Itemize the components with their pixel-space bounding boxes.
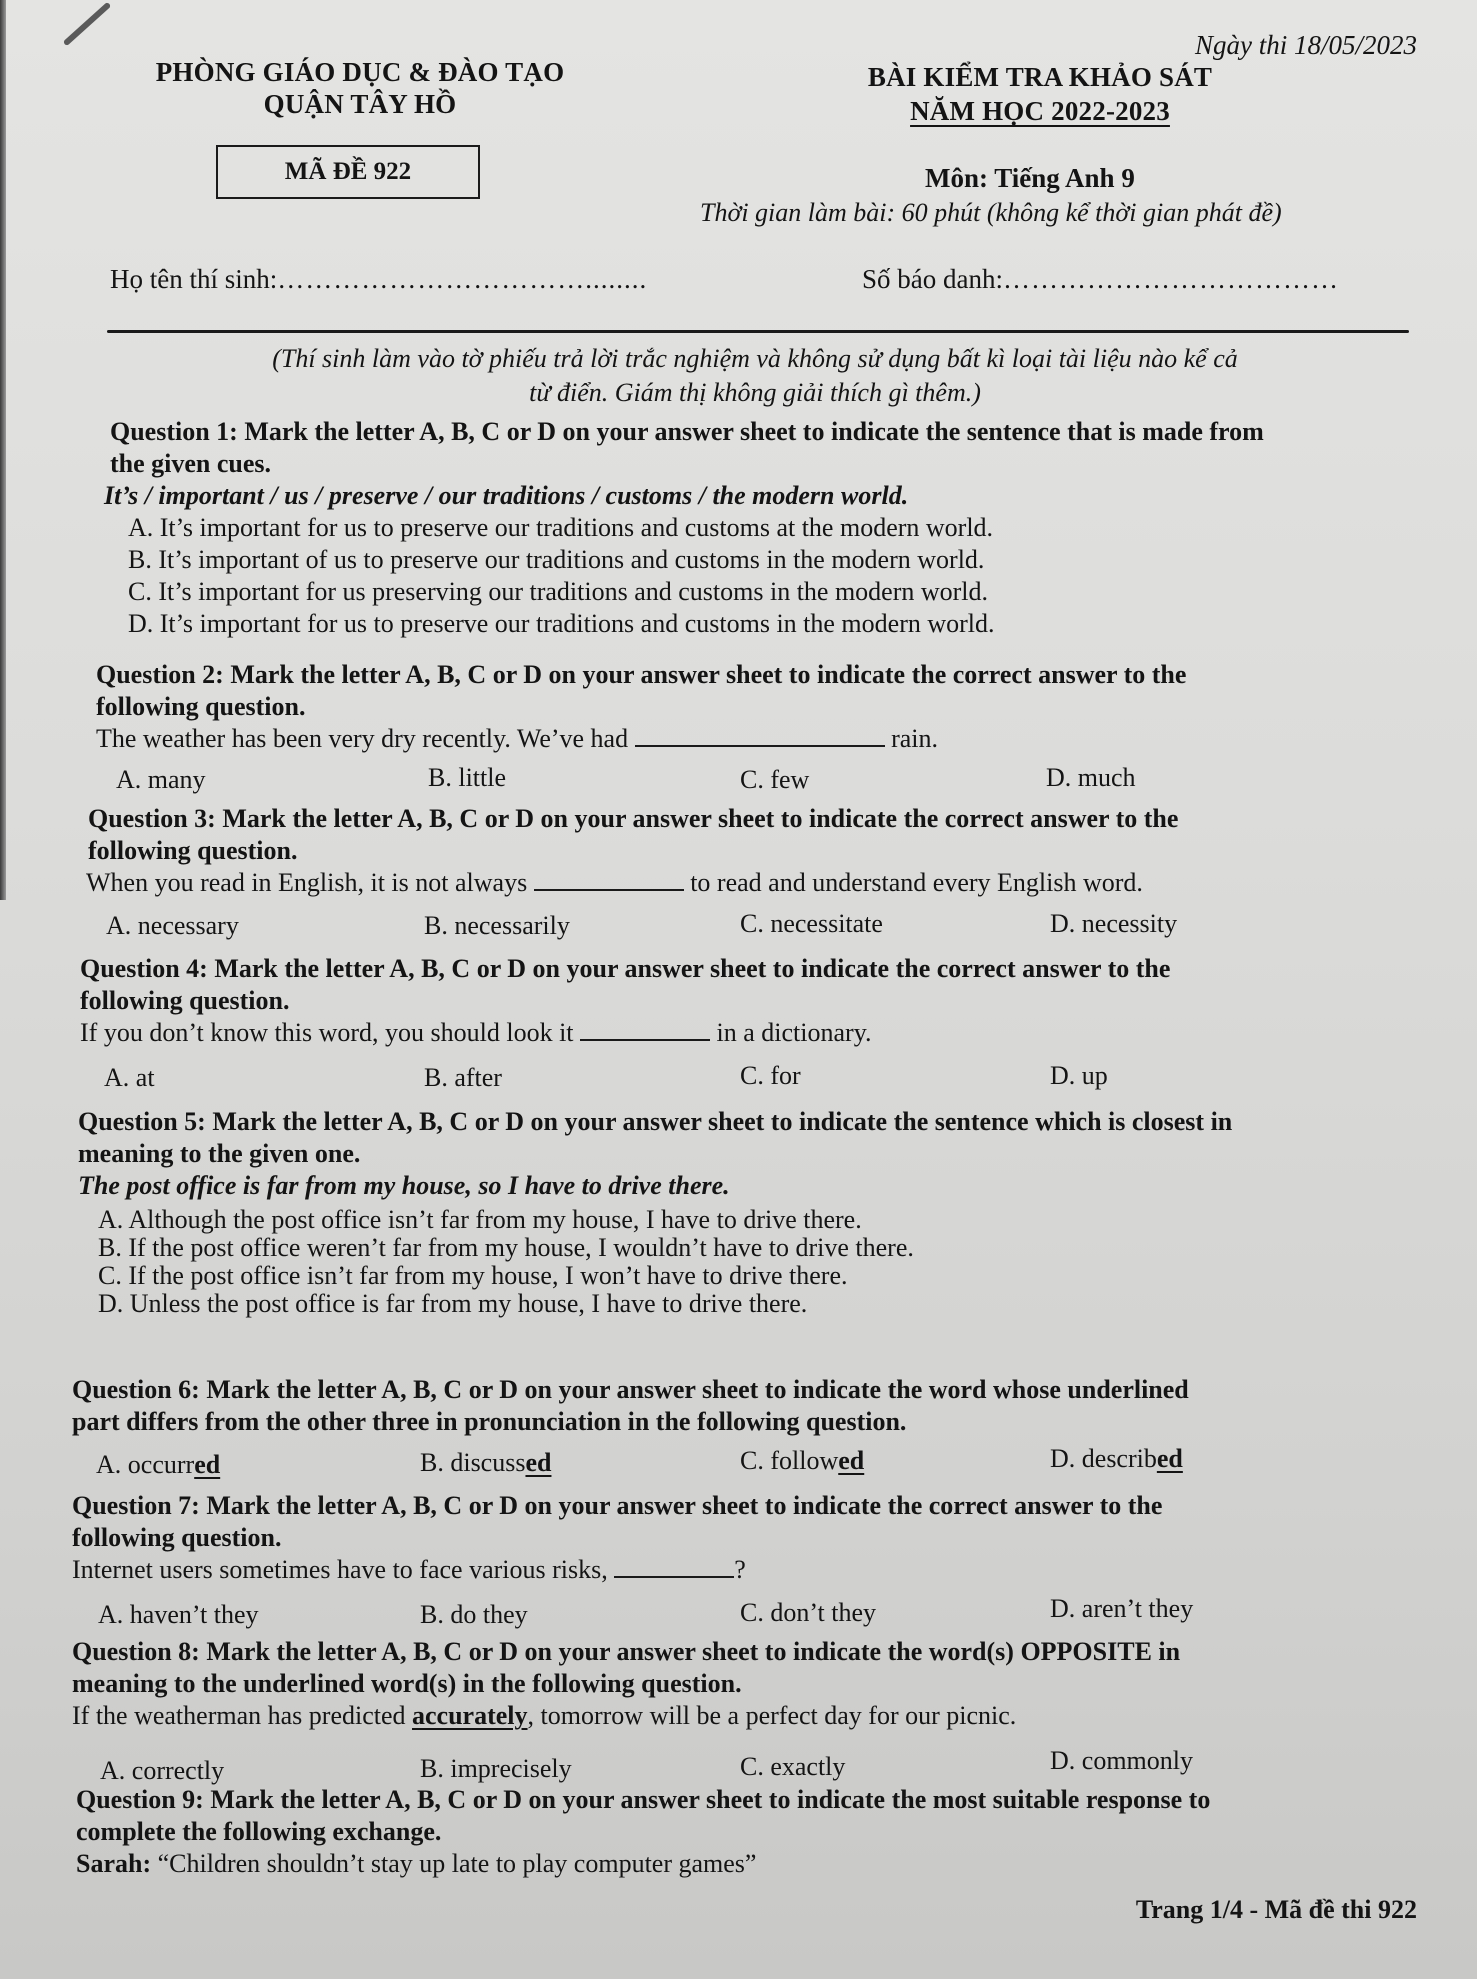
question-8-heading-line-2: meaning to the underlined word(s) in the following question. <box>72 1669 742 1698</box>
question-9 <box>0 1784 1477 1880</box>
question-2 <box>0 659 1477 794</box>
question-6-option-a-text: A. occurr <box>96 1450 195 1479</box>
question-1-option-a[interactable]: A. It’s important for us to preserve our traditions and customs at the modern world. <box>128 513 994 542</box>
question-6-option-c[interactable] <box>740 1446 864 1476</box>
org-line-2: QUẬN TÂY HỒ <box>263 89 457 119</box>
question-9-heading <box>76 1784 1477 1848</box>
question-7-blank <box>614 1556 734 1578</box>
question-6-option-b-underlined: ed <box>525 1448 552 1477</box>
question-4-heading-line-1: Question 4: Mark the letter A, B, C or D on your answer sheet to indicate the correct answer to the <box>80 954 1171 983</box>
question-4-option-c[interactable]: C. for <box>740 1061 801 1090</box>
question-1-option-c[interactable]: C. It’s important for us preserving our traditions and customs in the modern world. <box>128 577 989 606</box>
question-1-heading <box>110 416 1477 480</box>
question-2-heading-line-1: Question 2: Mark the letter A, B, C or D on your answer sheet to indicate the correct answer to the <box>96 660 1187 689</box>
question-2-blank <box>635 725 885 747</box>
question-1-option-d[interactable]: D. It’s important for us to preserve our traditions and customs in the modern world. <box>128 609 995 638</box>
candidate-id-field[interactable] <box>862 264 1339 295</box>
question-4-heading <box>80 953 1477 1017</box>
question-5-heading-line-2: meaning to the given one. <box>78 1139 361 1168</box>
question-9-speaker: Sarah: <box>76 1849 152 1878</box>
question-4-option-a[interactable]: A. at <box>104 1063 155 1092</box>
question-6-heading-line-1: Question 6: Mark the letter A, B, C or D on your answer sheet to indicate the word whose underlined <box>72 1375 1189 1404</box>
pen-mark <box>63 2 112 47</box>
question-2-option-a[interactable]: A. many <box>116 765 206 794</box>
question-7-prompt-before: Internet users sometimes have to face various risks, <box>72 1555 608 1584</box>
question-6-option-a[interactable] <box>96 1450 220 1480</box>
question-3-prompt-after: to read and understand every English word. <box>690 868 1143 897</box>
question-6-option-b-text: B. discuss <box>420 1448 526 1477</box>
question-3-option-c[interactable]: C. necessitate <box>740 909 883 938</box>
question-5-option-d[interactable]: D. Unless the post office is far from my house, I have to drive there. <box>98 1289 808 1318</box>
question-6 <box>0 1374 1477 1479</box>
question-5-given-sentence: The post office is far from my house, so I have to drive there. <box>78 1171 730 1200</box>
question-4-prompt-before: If you don’t know this word, you should look it <box>80 1018 574 1047</box>
question-2-prompt-after: rain. <box>891 724 939 753</box>
question-2-option-b[interactable]: B. little <box>428 763 506 792</box>
question-3-option-d[interactable]: D. necessity <box>1050 909 1178 938</box>
question-3-blank <box>534 869 684 891</box>
question-5-heading <box>78 1106 1477 1170</box>
question-8-heading <box>72 1636 1477 1700</box>
question-1-heading-line-2: the given cues. <box>110 449 272 478</box>
question-8-option-a[interactable]: A. correctly <box>100 1756 225 1785</box>
question-4-prompt-after: in a dictionary. <box>716 1018 872 1047</box>
question-3-prompt <box>86 867 1477 899</box>
question-3-prompt-before: When you read in English, it is not always <box>86 868 528 897</box>
question-7-option-c[interactable]: C. don’t they <box>740 1598 877 1627</box>
question-2-prompt <box>96 723 1477 755</box>
question-1-cues: It’s / important / us / preserve / our traditions / customs / the modern world. <box>104 481 909 510</box>
page-footer: Trang 1/4 - Mã đề thi 922 <box>1135 1895 1417 1924</box>
instructions <box>140 342 1370 410</box>
question-9-heading-line-2: complete the following exchange. <box>76 1817 442 1846</box>
question-5-option-b[interactable]: B. If the post office weren’t far from my house, I wouldn’t have to drive there. <box>98 1233 914 1262</box>
instruction-line-1: (Thí sinh làm vào tờ phiếu trả lời trắc nghiệm và không sử dụng bất kì loại tài liệu nào kể cả <box>272 344 1238 373</box>
question-4-blank <box>580 1019 710 1041</box>
question-6-option-b[interactable] <box>420 1448 551 1478</box>
question-6-option-d[interactable] <box>1050 1444 1183 1474</box>
question-7-option-b[interactable]: B. do they <box>420 1600 528 1629</box>
question-8-option-b[interactable]: B. imprecisely <box>420 1754 572 1783</box>
question-3-option-a[interactable]: A. necessary <box>106 911 239 940</box>
question-8-underlined-word: accurately <box>412 1701 528 1730</box>
exam-date: Ngày thi 18/05/2023 <box>1195 30 1417 60</box>
question-8 <box>0 1636 1477 1785</box>
question-2-prompt-before: The weather has been very dry recently. We’ve had <box>96 724 629 753</box>
header-divider <box>107 330 1409 333</box>
question-2-option-d[interactable]: D. much <box>1046 763 1136 792</box>
question-6-option-d-underlined: ed <box>1156 1444 1183 1473</box>
title-line-2: NĂM HỌC 2022-2023 <box>910 96 1170 126</box>
question-4-option-b[interactable]: B. after <box>424 1063 502 1092</box>
question-7-prompt <box>72 1554 1477 1586</box>
question-8-option-d[interactable]: D. commonly <box>1050 1746 1193 1775</box>
question-1-option-b[interactable]: B. It’s important of us to preserve our traditions and customs in the modern world. <box>128 545 985 574</box>
question-4 <box>0 953 1477 1092</box>
question-8-prompt-before: If the weatherman has predicted <box>72 1701 406 1730</box>
question-7-heading-line-2: following question. <box>72 1523 282 1552</box>
question-4-option-d[interactable]: D. up <box>1050 1061 1108 1090</box>
exam-title <box>820 60 1260 128</box>
question-7-prompt-after: ? <box>734 1555 746 1584</box>
question-5-option-a[interactable]: A. Although the post office isn’t far from my house, I have to drive there. <box>98 1205 862 1234</box>
question-7 <box>0 1490 1477 1629</box>
question-3-heading-line-1: Question 3: Mark the letter A, B, C or D on your answer sheet to indicate the correct answer to the <box>88 804 1179 833</box>
org-line-1: PHÒNG GIÁO DỤC & ĐÀO TẠO <box>155 57 565 87</box>
question-9-quote: “Children shouldn’t stay up late to play computer games” <box>157 1849 757 1878</box>
question-7-option-a[interactable]: A. haven’t they <box>98 1600 259 1629</box>
time-allowed: Thời gian làm bài: 60 phút (không kể thời gian phát đề) <box>700 198 1282 227</box>
question-2-heading <box>96 659 1477 723</box>
question-6-option-c-underlined: ed <box>838 1446 865 1475</box>
organization <box>125 56 595 120</box>
question-5-option-c[interactable]: C. If the post office isn’t far from my house, I won’t have to drive there. <box>98 1261 848 1290</box>
question-3-option-b[interactable]: B. necessarily <box>424 911 570 940</box>
instruction-line-2: từ điển. Giám thị không giải thích gì thêm.) <box>529 378 981 407</box>
question-8-prompt <box>72 1700 1477 1732</box>
candidate-name-field[interactable] <box>110 264 647 295</box>
question-7-heading <box>72 1490 1477 1554</box>
question-2-option-c[interactable]: C. few <box>740 765 810 794</box>
question-3-heading-line-2: following question. <box>88 836 298 865</box>
question-8-option-c[interactable]: C. exactly <box>740 1752 846 1781</box>
question-1-heading-line-1: Question 1: Mark the letter A, B, C or D on your answer sheet to indicate the sentence that is made from <box>110 417 1264 446</box>
question-8-heading-line-1: Question 8: Mark the letter A, B, C or D on your answer sheet to indicate the word(s) OPPOSITE in <box>72 1637 1181 1666</box>
question-2-heading-line-2: following question. <box>96 692 306 721</box>
candidate-id-dots: ……………………………… <box>1003 264 1339 294</box>
question-3 <box>0 803 1477 940</box>
title-line-1: BÀI KIỂM TRA KHẢO SÁT <box>867 62 1213 92</box>
question-5-heading-line-1: Question 5: Mark the letter A, B, C or D on your answer sheet to indicate the sentence which is closest in <box>78 1107 1233 1136</box>
question-1 <box>0 416 1477 640</box>
question-9-heading-line-1: Question 9: Mark the letter A, B, C or D on your answer sheet to indicate the most suitable response to <box>76 1785 1211 1814</box>
question-6-heading-line-2: part differs from the other three in pronunciation in the following question. <box>72 1407 907 1436</box>
question-9-exchange <box>76 1848 1477 1880</box>
subject: Môn: Tiếng Anh 9 <box>925 163 1135 193</box>
question-5 <box>0 1106 1477 1320</box>
question-7-option-d[interactable]: D. aren’t they <box>1050 1594 1194 1623</box>
question-8-prompt-after: , tomorrow will be a perfect day for our picnic. <box>527 1701 1017 1730</box>
question-7-heading-line-1: Question 7: Mark the letter A, B, C or D on your answer sheet to indicate the correct answer to the <box>72 1491 1163 1520</box>
question-3-heading <box>88 803 1477 867</box>
question-6-option-a-underlined: ed <box>194 1450 221 1479</box>
question-6-option-c-text: C. follow <box>740 1446 839 1475</box>
candidate-id-label: Số báo danh: <box>862 264 1003 294</box>
question-6-heading <box>72 1374 1477 1438</box>
question-6-option-d-text: D. describ <box>1050 1444 1157 1473</box>
question-4-heading-line-2: following question. <box>80 986 290 1015</box>
exam-code: MÃ ĐỀ 922 <box>284 158 412 185</box>
candidate-name-label: Họ tên thí sinh: <box>110 264 278 294</box>
question-4-prompt <box>80 1017 1477 1049</box>
candidate-name-dots: ……………………………........ <box>277 264 648 294</box>
exam-code-box <box>216 145 480 199</box>
